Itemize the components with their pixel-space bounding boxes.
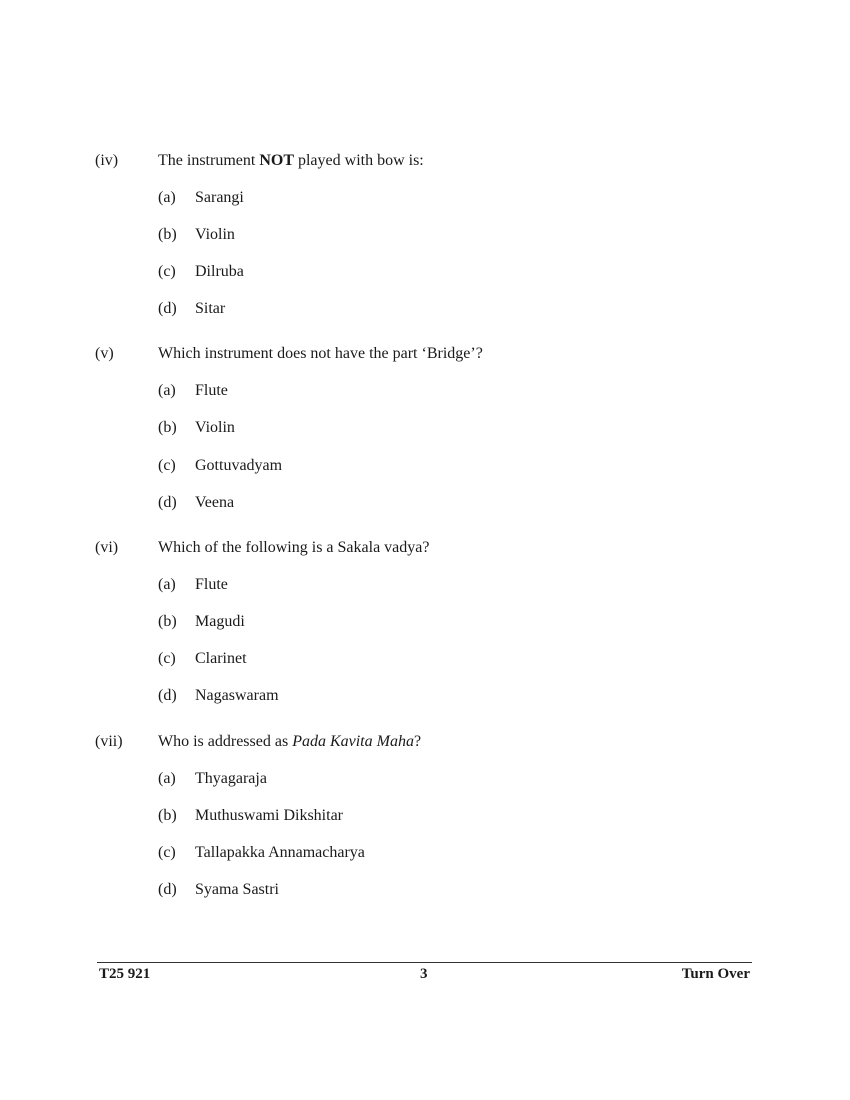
question-number: (vii) [95, 733, 123, 750]
question-text: Which instrument does not have the part ‘Bridge’? [158, 345, 483, 362]
option-text: Violin [195, 226, 235, 243]
option-label: (b) [158, 226, 177, 243]
option-text: Syama Sastri [195, 881, 279, 898]
option-label: (b) [158, 613, 177, 630]
option-label: (a) [158, 382, 176, 399]
turn-over-label: Turn Over [681, 966, 750, 982]
question-text [158, 151, 424, 171]
option-label: (c) [158, 457, 176, 474]
question-number: (v) [95, 345, 114, 362]
question-text-emphasis: NOT [259, 152, 294, 169]
question-text [158, 732, 421, 752]
option-label: (d) [158, 300, 177, 317]
option-label: (a) [158, 189, 176, 206]
option-text: Sitar [195, 300, 226, 317]
option-text: Nagaswaram [195, 687, 279, 704]
option-text: Dilruba [195, 263, 244, 280]
option-label: (d) [158, 881, 177, 898]
question-text-part: The instrument [158, 152, 260, 169]
option-label: (b) [158, 419, 177, 436]
option-text: Muthuswami Dikshitar [195, 807, 343, 824]
option-text: Gottuvadyam [195, 457, 283, 474]
paper-code: T25 921 [99, 966, 151, 982]
option-label: (b) [158, 807, 177, 824]
option-text: Magudi [195, 613, 245, 630]
option-label: (c) [158, 263, 176, 280]
question-text-part: played with bow is: [293, 152, 424, 169]
option-label: (a) [158, 770, 176, 787]
option-text: Flute [195, 576, 228, 593]
option-label: (d) [158, 494, 177, 511]
option-label: (c) [158, 650, 176, 667]
option-text: Flute [195, 382, 228, 399]
option-label: (c) [158, 844, 176, 861]
option-text: Sarangi [195, 189, 244, 206]
question-text: Which of the following is a Sakala vadya? [158, 539, 430, 556]
option-text: Clarinet [195, 650, 247, 667]
page-number: 3 [420, 966, 428, 982]
footer-divider [97, 962, 752, 963]
question-number: (iv) [95, 152, 119, 169]
question-number: (vi) [95, 539, 119, 556]
question-text-italic: Pada Kavita Maha [292, 733, 414, 750]
option-label: (d) [158, 687, 177, 704]
option-text: Violin [195, 419, 235, 436]
question-text-part: Who is addressed as [158, 733, 293, 750]
option-label: (a) [158, 576, 176, 593]
option-text: Tallapakka Annamacharya [195, 844, 365, 861]
option-text: Veena [195, 494, 235, 511]
option-text: Thyagaraja [195, 770, 267, 787]
question-text-part: ? [413, 733, 422, 750]
